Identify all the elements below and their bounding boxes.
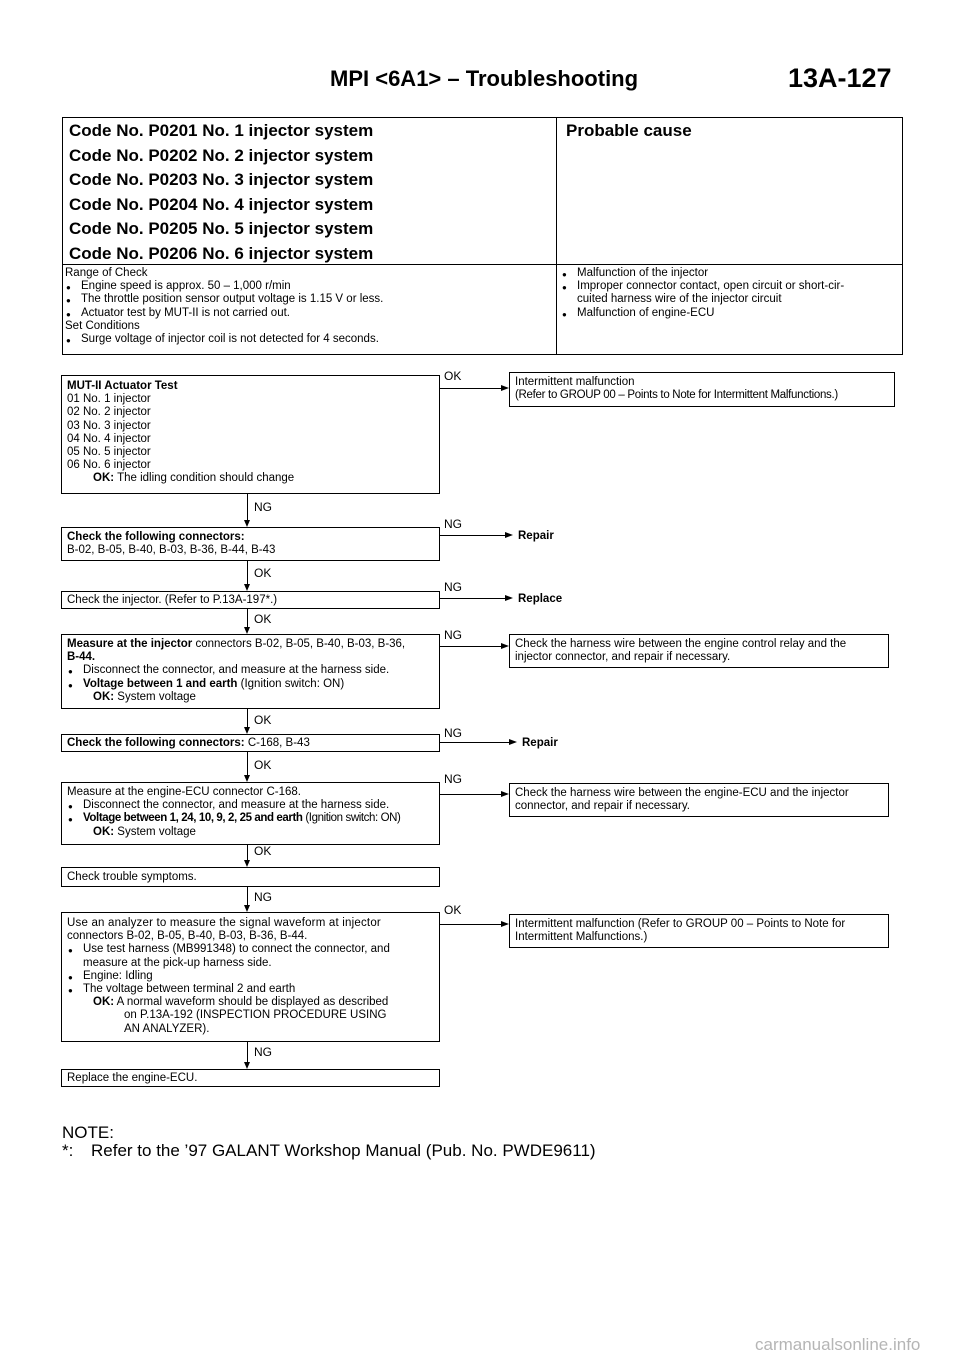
page-number: 13A-127	[788, 63, 892, 93]
step-analyzer-waveform: Use an analyzer to measure the signal waveform at injector connectors B-02, B-05, B-40, B-03, B-36, B-44. ● Use test harness (MB991348) to connect the connector, and measure at the pick-up harness side. ● Engine: Idling ● The voltage between terminal 2 and earth OK: A normal waveform should be displayed as described on P.13A-192 (INSPECTION PROCEDURE USING AN ANALYZER).	[61, 912, 440, 1042]
step-check-connectors-2: Check the following connectors: C-168, B-43	[61, 734, 440, 752]
result-intermittent-2: Intermittent malfunction (Refer to GROUP 00 – Points to Note for Intermittent Malfunctions.)	[509, 914, 889, 948]
check-conditions: Range of Check ● Engine speed is approx. 50 – 1,000 r/min ● The throttle position sensor output voltage is 1.15 V or less. ● Actuator test by MUT-II is not carried out. Set Conditions ● Surge voltage of injector coil is not detected for 4 seconds.	[65, 267, 553, 346]
step-mut-actuator-test: MUT-II Actuator Test 01 No. 1 injector 02 No. 2 injector 03 No. 3 injector 04 No. 4 injector 05 No. 5 injector 06 No. 6 injector OK: The idling condition should change	[61, 375, 440, 494]
step-check-connectors-1: Check the following connectors: B-02, B-05, B-40, B-03, B-36, B-44, B-43	[61, 527, 440, 561]
step-measure-ecu-connector: Measure at the engine-ECU connector C-168. ● Disconnect the connector, and measure at the harness side. ● Voltage between 1, 24, 10, 9, 2, 25 and earth (Ignition switch: ON) OK: System voltage	[61, 782, 440, 845]
code-list	[69, 119, 373, 266]
step-check-trouble-symptoms: Check trouble symptoms.	[61, 867, 440, 887]
result-repair-1: Repair	[518, 530, 554, 542]
code-table	[62, 117, 903, 355]
code-line: Code No. P0203 No. 3 injector system	[69, 170, 374, 189]
watermark: carmanualsonline.info	[755, 1335, 921, 1354]
step-replace-ecu: Replace the engine-ECU.	[61, 1069, 440, 1087]
code-line: Code No. P0202 No. 2 injector system	[69, 145, 374, 165]
result-check-harness-ecu: Check the harness wire between the engine-ECU and the injector connector, and repair if necessary.	[509, 783, 889, 817]
result-intermittent-1: Intermittent malfunction (Refer to GROUP 00 – Points to Note for Intermittent Malfunctions.)	[509, 372, 895, 407]
step-measure-injector-connectors: Measure at the injector connectors B-02, B-05, B-40, B-03, B-36, B-44. ● Disconnect the connector, and measure at the harness side. ● Voltage between 1 and earth (Ignition switch: ON) OK: System voltage	[61, 634, 440, 709]
note-mark: *:	[62, 1141, 74, 1160]
note-title: NOTE:	[62, 1123, 114, 1142]
probable-cause-title: Probable cause	[566, 121, 692, 140]
code-line: Code No. P0206 No. 6 injector system	[69, 243, 374, 263]
page-title: MPI <6A1> – Troubleshooting	[330, 66, 639, 91]
code-line: Code No. P0201 No. 1 injector system	[69, 121, 374, 140]
code-line: Code No. P0205 No. 5 injector system	[69, 219, 374, 238]
result-replace: Replace	[518, 593, 563, 605]
result-check-harness-relay: Check the harness wire between the engine control relay and the injector connector, and repair if necessary.	[509, 634, 889, 668]
result-repair-2: Repair	[522, 737, 558, 749]
probable-causes: ● Malfunction of the injector ● Improper connector contact, open circuit or short-cir- cuited harness wire of the injector circuit ● Malfunction of engine-ECU	[561, 267, 901, 320]
note-text: Refer to the ’97 GALANT Workshop Manual (Pub. No. PWDE9611)	[91, 1141, 596, 1160]
step-check-injector: Check the injector. (Refer to P.13A-197*.)	[61, 591, 440, 609]
code-line: Code No. P0204 No. 4 injector system	[69, 194, 374, 214]
